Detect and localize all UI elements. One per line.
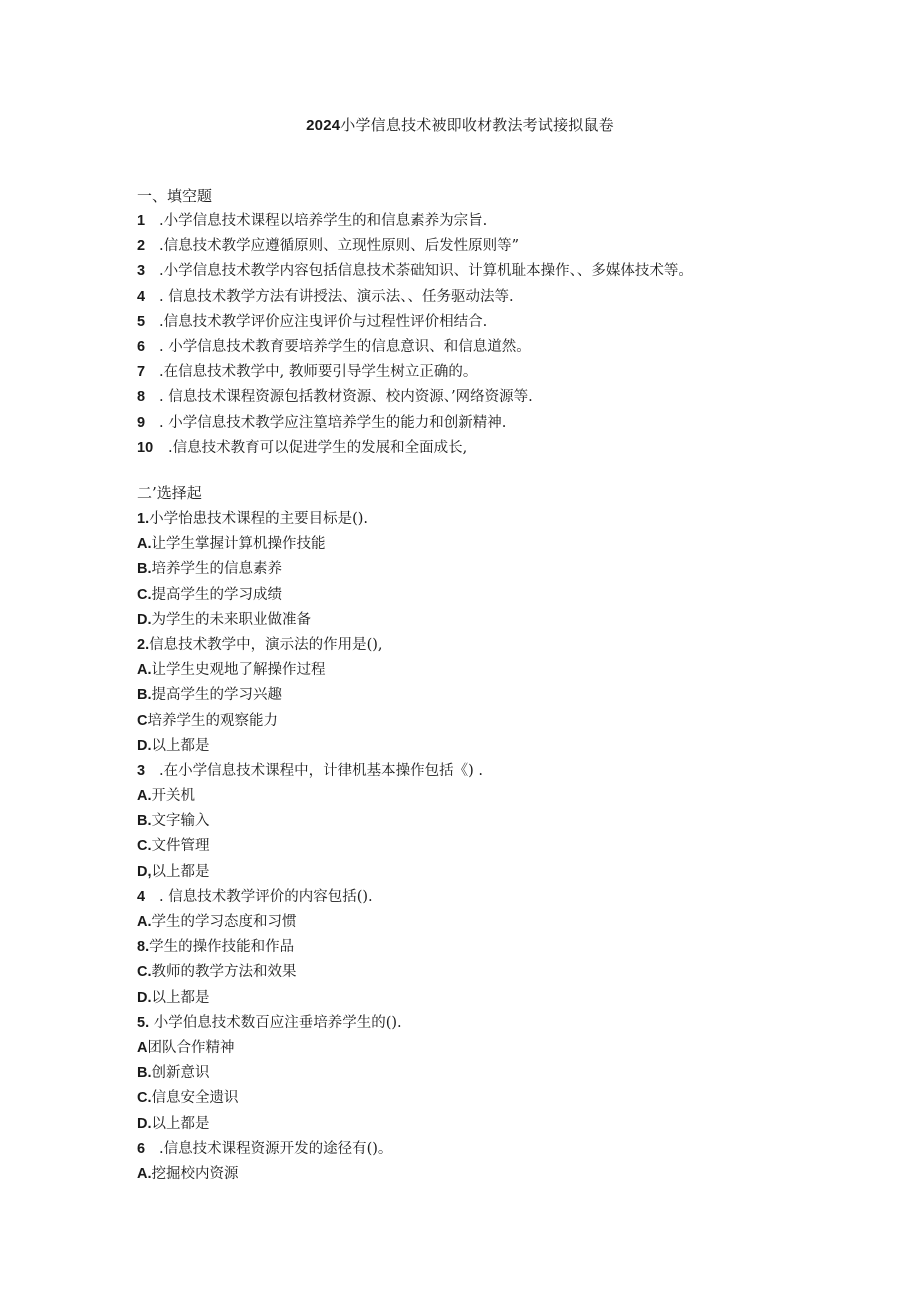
question-text: . 小学信息技术教学应注篁培养学生的能力和创新精神. [159, 414, 507, 431]
choice-text: 以上都是 [151, 863, 210, 880]
choice-label: D. [137, 737, 152, 754]
question-text: . 小学信息技术教育要培养学生的信息意识、和信息道然。 [159, 338, 531, 355]
choice-line [137, 986, 857, 1011]
fill-in-question [137, 285, 857, 310]
question-text: . 信息技术课程资源包括教材资源、校内资源、’网络资源等. [159, 389, 533, 406]
choice-line [137, 910, 857, 935]
choice-label: 1. [137, 511, 150, 527]
fill-in-question [137, 436, 857, 461]
question-number: 3 [137, 263, 146, 280]
choice-label: C. [137, 1090, 152, 1107]
choice-line [137, 1112, 857, 1137]
choice-label: 3 [137, 762, 146, 779]
choice-label: A [137, 1039, 148, 1056]
choice-text: 挖掘校内资源 [151, 1165, 239, 1182]
choice-text: 让学生史观地了解操作过程 [151, 662, 326, 679]
choice-line [137, 1162, 857, 1187]
title-year: 2024 [306, 117, 341, 134]
choice-text: .在小学信息技术课程中，计律机基本操作包括《) . [159, 762, 483, 779]
choice-text: 创新意识 [151, 1065, 210, 1082]
section-heading-multiple-choice: 二’选择起 [137, 484, 202, 502]
choice-text: .信息技术课程资源开发的途径有()。 [159, 1140, 393, 1157]
choice-line [137, 1011, 857, 1036]
choice-line [137, 683, 857, 708]
choice-text: 以上都是 [151, 1115, 210, 1132]
choice-label: B. [137, 1065, 152, 1082]
fill-in-question [137, 411, 857, 436]
choice-text: 培养学生的观察能力 [147, 712, 278, 729]
choice-label: A. [137, 914, 152, 930]
choice-text: 信息安全遗识 [151, 1090, 239, 1107]
choice-label: 4 [137, 888, 146, 905]
question-number: 6 [137, 338, 146, 355]
question-number: 9 [137, 414, 146, 431]
choice-text: 小学伯息技术数百应注垂培养学生的(). [149, 1014, 402, 1031]
choice-line [137, 834, 857, 859]
fill-in-question [137, 335, 857, 360]
choice-label: C. [137, 838, 152, 855]
fill-in-question [137, 360, 857, 385]
section-heading-fill-in: 一、填空题 [137, 187, 213, 205]
choice-label: A. [137, 1165, 152, 1182]
choice-text: 培养学生的信息素养 [151, 561, 282, 578]
choice-line [137, 557, 857, 582]
question-number: 7 [137, 364, 146, 381]
choice-label: 6 [137, 1140, 146, 1157]
choice-text: . 信息技术教学评价的内容包括(). [159, 888, 373, 905]
fill-in-question [137, 385, 857, 410]
choice-text: 让学生掌握计算机操作技能 [151, 536, 326, 553]
choice-text: 为学生的未来职业做准备 [151, 611, 311, 628]
question-number: 8 [137, 389, 146, 406]
question-text: .信息技术教育可以促进学生的发展和全面成长, [168, 439, 468, 456]
choice-text: 文件管理 [151, 838, 210, 855]
choice-label: C [137, 712, 148, 729]
choice-line [137, 784, 857, 809]
question-number: 2 [137, 238, 146, 255]
title-text: 小学信息技术被即收材教法考试接拟鼠卷 [340, 116, 614, 134]
choice-label: C. [137, 964, 152, 981]
choice-label: A. [137, 662, 152, 679]
choice-line [137, 658, 857, 683]
choice-text: 开关机 [151, 788, 195, 805]
choice-label: 5. [137, 1014, 150, 1031]
choice-text: 提高学生的学习兴趣 [151, 687, 282, 704]
choice-label: B. [137, 813, 152, 830]
question-number: 4 [137, 288, 146, 305]
choice-label: D. [137, 989, 152, 1006]
choice-line [137, 583, 857, 608]
choice-label: A. [137, 788, 152, 805]
fill-in-question [137, 259, 857, 284]
choice-line [137, 759, 857, 784]
question-number: 1 [137, 213, 146, 229]
choice-line [137, 860, 857, 885]
choice-text: 教师的教学方法和效果 [151, 964, 297, 981]
choice-text: 信息技术教学中，演示法的作用是(), [149, 636, 383, 653]
choice-label: A. [137, 536, 152, 553]
choice-text: 学生的操作技能和作品 [149, 939, 295, 956]
choice-text: 以上都是 [151, 989, 210, 1006]
choice-text: 以上都是 [151, 737, 210, 754]
question-number: 5 [137, 313, 146, 330]
question-number: 10 [137, 439, 154, 456]
choice-line [137, 1086, 857, 1111]
choice-label: 8. [137, 939, 150, 956]
choice-line [137, 935, 857, 960]
document-title [0, 114, 920, 137]
question-text: .信息技术教学应遵循原则、立现性原则、后发性原则等” [159, 238, 520, 255]
question-text: .在信息技术教学中, 教师要引导学生树立正确的。 [159, 364, 478, 381]
fill-in-question [137, 209, 857, 234]
question-text: . 信息技术教学方法有讲授法、演示法、、任务驱动法等. [159, 288, 514, 305]
question-text: .小学信息技术课程以培养学生的和信息素养为宗旨. [159, 213, 488, 229]
choice-label: D. [137, 1115, 152, 1132]
choice-line [137, 809, 857, 834]
choice-line [137, 1137, 857, 1162]
question-text: .信息技术教学评价应注曳评价与过程性评价相结合. [159, 313, 488, 330]
choice-label: D, [137, 863, 152, 880]
choice-line [137, 608, 857, 633]
choice-text: 团队合作精神 [147, 1039, 235, 1056]
choice-line [137, 734, 857, 759]
question-text: .小学信息技术教学内容包括信息技术荼础知识、计算机耻本操作、、多媒体技术等。 [159, 263, 693, 280]
choice-text: 文字输入 [151, 813, 210, 830]
fill-in-question-list [137, 209, 857, 461]
choice-line [137, 507, 857, 532]
choice-line [137, 885, 857, 910]
choice-line [137, 960, 857, 985]
multiple-choice-list [137, 507, 857, 1187]
choice-label: B. [137, 687, 152, 704]
choice-line [137, 532, 857, 557]
choice-label: C. [137, 586, 152, 603]
choice-line [137, 709, 857, 734]
choice-line [137, 1061, 857, 1086]
choice-text: 学生的学习态度和习惯 [151, 914, 297, 930]
choice-text: 提高学生的学习成绩 [151, 586, 282, 603]
choice-line [137, 1036, 857, 1061]
fill-in-question [137, 234, 857, 259]
choice-label: 2. [137, 636, 150, 653]
fill-in-question [137, 310, 857, 335]
choice-label: D. [137, 611, 152, 628]
choice-text: 小学怡患技术课程的主要目标是(). [149, 511, 369, 527]
choice-line [137, 633, 857, 658]
choice-label: B. [137, 561, 152, 578]
